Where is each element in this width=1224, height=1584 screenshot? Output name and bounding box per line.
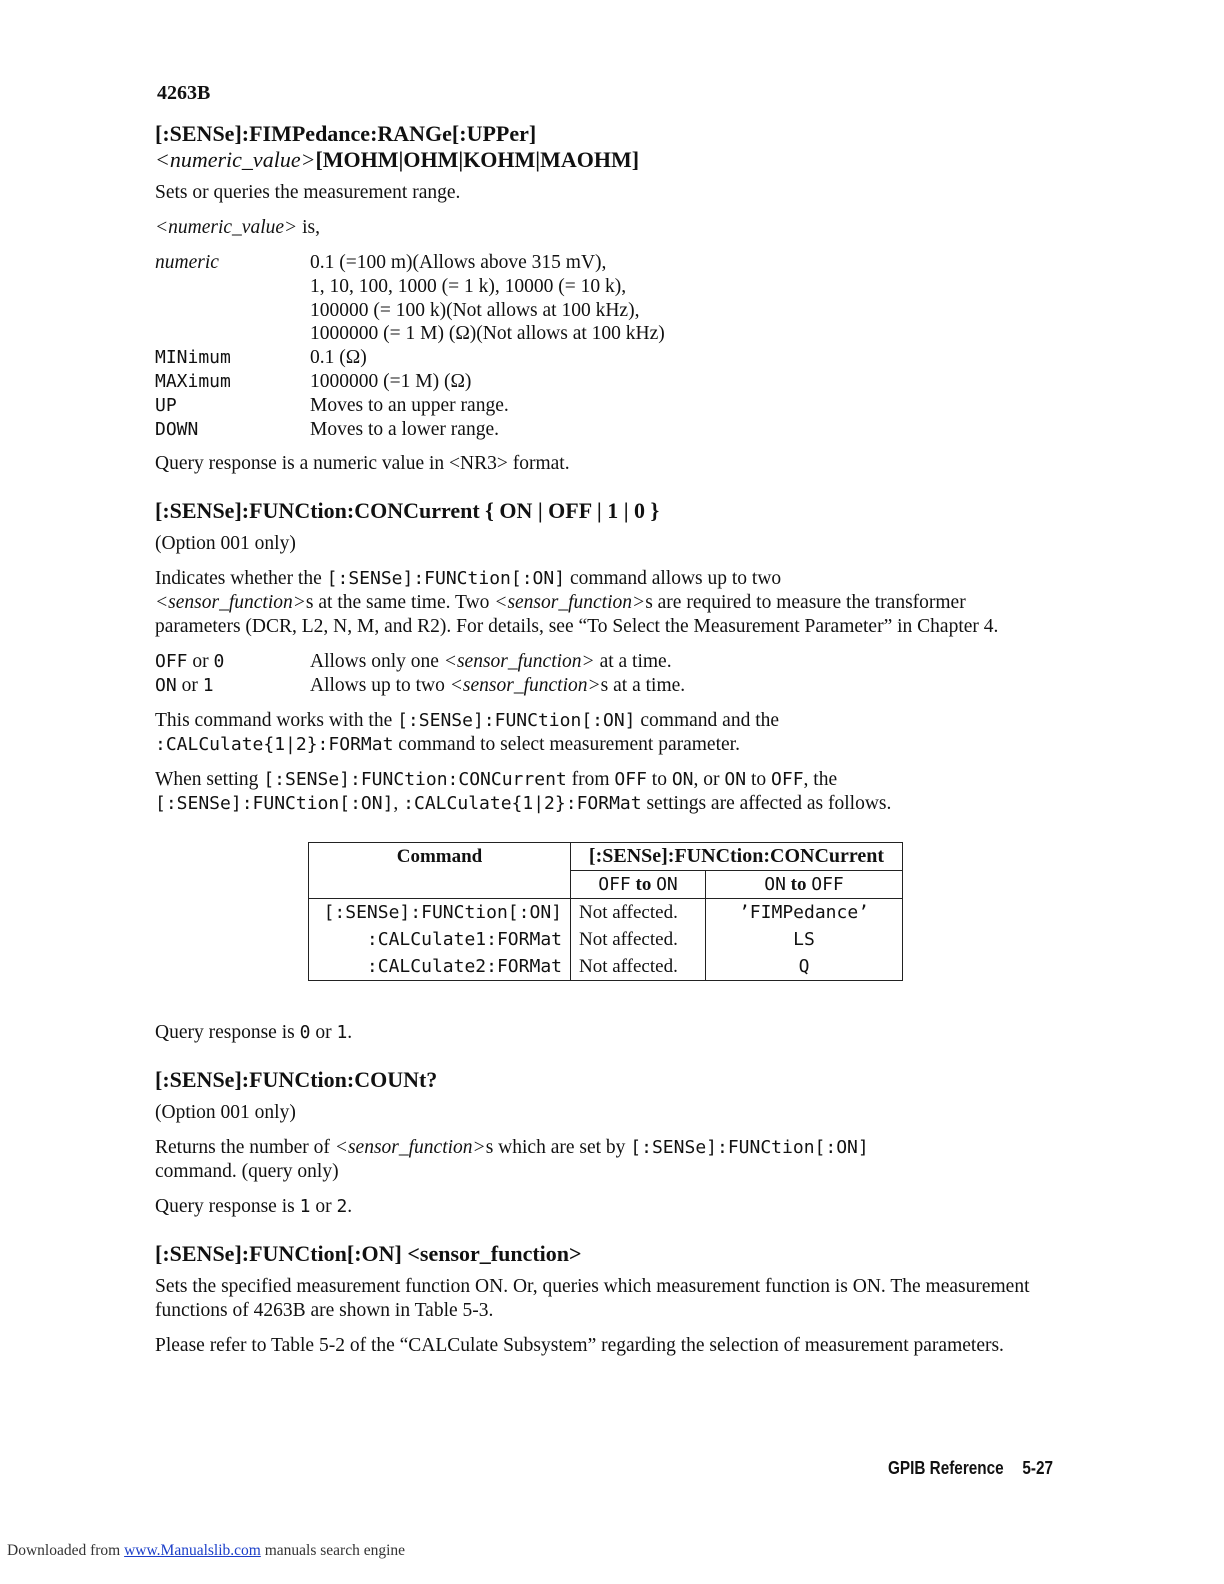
concurrent-works-with	[155, 709, 1055, 757]
def-key: MAXimum	[155, 370, 231, 392]
text: Indicates whether the	[155, 568, 327, 590]
def-value: Moves to an upper range.	[310, 394, 509, 416]
table-cell-command: :CALCulate1:FORMat	[309, 926, 571, 953]
download-note	[7, 1542, 405, 1560]
def-key: numeric	[155, 252, 219, 273]
table-cell-command: [:SENSe]:FUNCtion[:ON]	[309, 898, 571, 926]
table-row	[309, 898, 903, 926]
def-line: 0.1 (=100 m)(Allows above 315 mV),	[310, 252, 607, 273]
footer-section: GPIB Reference	[888, 1458, 1004, 1478]
heading-count: [:SENSe]:FUNCtion:COUNt?	[155, 1066, 438, 1092]
option-note: (Option 001 only)	[155, 1101, 296, 1123]
param: <sensor_function>	[449, 675, 601, 697]
code: [:SENSe]:FUNCtion:CONCurrent	[263, 768, 567, 790]
code: OFF	[155, 651, 188, 673]
text: to	[646, 768, 672, 790]
text: .	[347, 1021, 353, 1043]
code: [:SENSe]:FUNCtion[:ON]	[397, 709, 636, 731]
code: [:SENSe]:FUNCtion[:ON]	[326, 568, 566, 590]
heading-param: <sensor_function>	[407, 1240, 582, 1266]
range-intro: Sets or queries the measurement range.	[155, 182, 461, 203]
def-value	[310, 674, 1055, 698]
range-definitions	[155, 251, 1055, 441]
table-header-concurrent: [:SENSe]:FUNCtion:CONCurrent	[571, 842, 903, 870]
def-key: DOWN	[155, 418, 199, 440]
code: [:SENSe]:FUNCtion[:ON]	[630, 1136, 869, 1158]
text: command. (query only)	[155, 1160, 339, 1182]
table-header-row	[309, 842, 903, 870]
code: ON	[764, 873, 786, 895]
text: s at the same time. Two	[305, 592, 495, 614]
param: <sensor_function>	[494, 592, 646, 614]
text: command and the	[635, 709, 780, 731]
text: manuals search engine	[260, 1542, 406, 1559]
table-row	[309, 926, 903, 953]
text: When setting	[155, 768, 264, 790]
concurrent-query-response	[155, 1021, 1055, 1045]
range-query-response: Query response is a numeric value in <NR3> format.	[155, 453, 570, 475]
function-on-refer: Please refer to Table 5-2 of the “CALCulate Subsystem” regarding the selection of measurement parameters.	[155, 1334, 1004, 1356]
text: Downloaded from	[7, 1542, 125, 1559]
def-line: 1, 10, 100, 1000 (= 1 k), 10000 (= 10 k),	[310, 275, 627, 297]
def-value: 1000000 (=1 M) (Ω)	[310, 370, 472, 392]
text: Query response is	[155, 1021, 300, 1043]
text: .	[347, 1195, 353, 1217]
def-row	[155, 346, 1055, 370]
count-query-response	[155, 1195, 1055, 1219]
count-description	[155, 1136, 1055, 1184]
code: 1	[299, 1195, 311, 1217]
concurrent-description	[155, 567, 1055, 639]
model-header: 4263B	[157, 82, 211, 104]
table-cell-command: :CALCulate2:FORMat	[309, 953, 571, 981]
param: <sensor_function>	[443, 651, 595, 673]
def-row	[155, 650, 1055, 674]
page-footer	[888, 1458, 1053, 1479]
table-cell-off-to-on: Not affected.	[571, 926, 706, 953]
code: OFF	[811, 873, 844, 895]
text: or	[176, 675, 203, 697]
code: 1	[202, 675, 214, 697]
option-note: (Option 001 only)	[155, 533, 296, 555]
table-row	[309, 953, 903, 981]
code: OFF	[598, 873, 631, 895]
text: Allows only one	[310, 651, 444, 673]
text: s which are set by	[485, 1136, 631, 1158]
text: This command works with the	[155, 709, 398, 731]
def-key	[155, 674, 310, 698]
text: s at a time.	[600, 675, 686, 697]
code: 0	[299, 1021, 311, 1043]
table-cell-off-to-on: Not affected.	[571, 898, 706, 926]
code: ON	[656, 873, 678, 895]
code: ON	[671, 768, 694, 790]
text: Allows up to two	[310, 675, 450, 697]
heading-args: { ON | OFF | 1 | 0 }	[485, 498, 660, 524]
table-header-command: Command	[309, 842, 571, 898]
param: <sensor_function>	[155, 592, 306, 614]
def-value: 0.1 (Ω)	[310, 347, 367, 369]
def-key: MINimum	[155, 347, 231, 369]
param: <sensor_function>	[334, 1136, 486, 1158]
text: at a time.	[594, 651, 672, 673]
def-value	[310, 650, 1055, 674]
text: s are required to measure the transformer parameters (DCR, L2, N, M, and R2). For details, see “To Select the Measurement Parameter” in Chapter 4.	[155, 592, 999, 638]
function-on-description: Sets the specified measurement function ON. Or, queries which measurement function is ON. The measurement functions of 4263B are shown in Table 5-3.	[155, 1275, 1030, 1321]
def-value	[310, 251, 1055, 346]
param-name: <numeric_value>	[155, 217, 298, 238]
text: or	[310, 1021, 337, 1043]
code: ON	[155, 675, 177, 697]
text: from	[566, 768, 615, 790]
heading-concurrent	[155, 498, 1055, 524]
table-subheader-off-to-on	[571, 870, 706, 898]
heading-cmd: [:SENSe]:FUNCtion:CONCurrent	[155, 498, 480, 524]
text: command allows up to two	[565, 568, 782, 590]
def-row	[155, 394, 1055, 418]
table-cell-off-to-on: Not affected.	[571, 953, 706, 981]
code: [:SENSe]:FUNCtion[:ON]	[155, 792, 394, 814]
text: Query response is	[155, 1195, 300, 1217]
text: or	[187, 651, 214, 673]
concurrent-definitions	[155, 650, 1055, 698]
def-line: 1000000 (= 1 M) (Ω)(Not allows at 100 kHz)	[310, 323, 665, 345]
heading-line1: [:SENSe]:FIMPedance:RANGe[:UPPer]	[155, 121, 537, 146]
heading-function-on	[155, 1241, 1055, 1267]
table-subheader-on-to-off	[706, 870, 903, 898]
text: Returns the number of	[155, 1136, 335, 1158]
manualslib-link[interactable]: www.Manualslib.com	[124, 1542, 261, 1559]
text: to	[630, 873, 657, 895]
code: 0	[213, 651, 225, 673]
heading-units: [MOHM|OHM|KOHM|MAOHM]	[315, 147, 640, 172]
heading-param: <numeric_value>	[155, 147, 316, 172]
code: :CALCulate{1|2}:FORMat	[155, 733, 394, 755]
heading-cmd: [:SENSe]:FUNCtion[:ON]	[155, 1240, 402, 1266]
code: OFF	[771, 768, 804, 790]
text: to	[746, 768, 772, 790]
text: ,	[393, 792, 404, 814]
def-value: Moves to a lower range.	[310, 418, 499, 440]
def-key: UP	[155, 394, 177, 416]
text: to	[785, 873, 812, 895]
code: 1	[336, 1021, 348, 1043]
param-line	[155, 216, 1055, 240]
code: :CALCulate{1|2}:FORMat	[403, 792, 642, 814]
table-cell-on-to-off: LS	[706, 926, 903, 953]
text: command to select measurement parameter.	[393, 733, 740, 755]
def-key	[155, 650, 310, 674]
concurrent-when-setting	[155, 768, 1055, 816]
heading-fimpedance-range	[155, 121, 1055, 173]
page-number: 5-27	[1022, 1458, 1053, 1478]
text: settings are affected as follows.	[641, 792, 892, 814]
table-cell-on-to-off: ’FIMPedance’	[706, 898, 903, 926]
concurrent-effect-table	[308, 842, 903, 981]
table-cell-on-to-off: Q	[706, 953, 903, 981]
def-row	[155, 674, 1055, 698]
def-row	[155, 251, 1055, 346]
def-row	[155, 370, 1055, 394]
param-rest: is,	[297, 217, 320, 238]
document-page	[155, 82, 1055, 1369]
text: or	[310, 1195, 337, 1217]
text: , the	[803, 768, 838, 790]
code: 2	[336, 1195, 348, 1217]
text: , or	[693, 768, 725, 790]
code: ON	[724, 768, 747, 790]
def-row	[155, 418, 1055, 442]
def-line: 100000 (= 100 k)(Not allows at 100 kHz),	[310, 299, 640, 321]
code: OFF	[614, 768, 647, 790]
